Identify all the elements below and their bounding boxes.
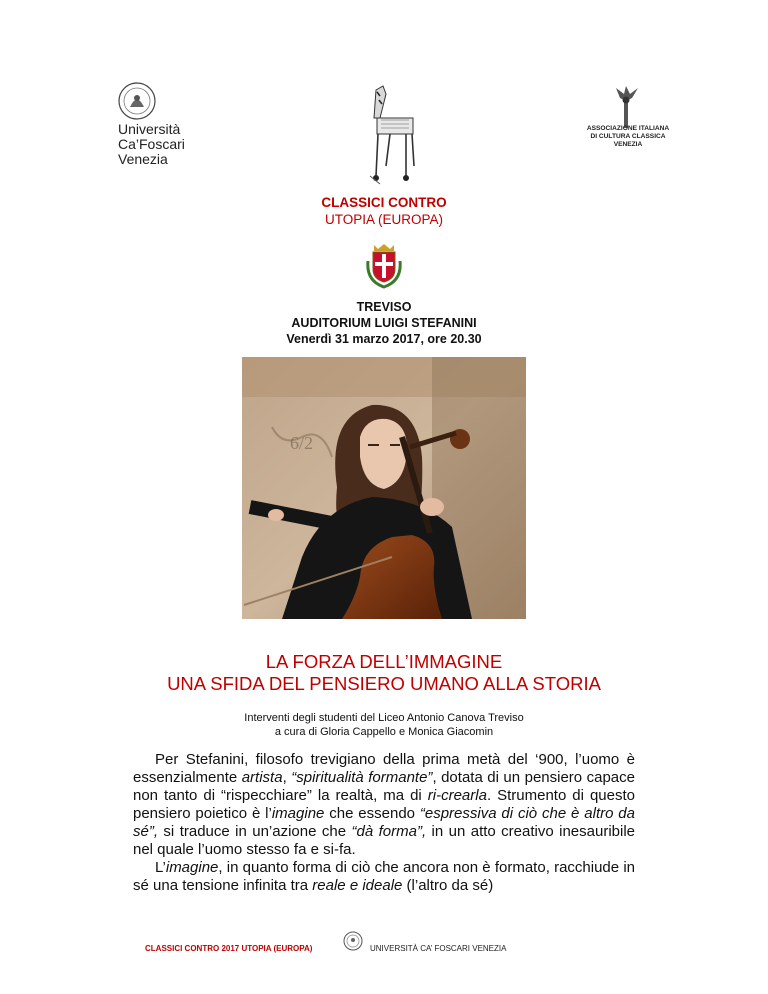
text-run: , in quanto forma di ciò che ancora non è formato, racchiude in sé una tensione infinita tra [133, 859, 635, 894]
svg-text:6/2: 6/2 [290, 433, 314, 453]
unive-wordmark [118, 122, 185, 167]
aicc-line: ASSOCIAZIONE ITALIANA [586, 125, 670, 132]
cellist-photo [242, 357, 526, 619]
paragraph [133, 859, 635, 895]
series-title: CLASSICI CONTRO [321, 195, 447, 210]
italic-run: reale e ideale [312, 877, 403, 894]
italic-run: “spiritualità formante” [291, 769, 433, 786]
italic-run: ri-crearla [427, 787, 487, 804]
series-subtitle: UTOPIA (EUROPA) [324, 212, 444, 227]
aicc-label [570, 125, 686, 149]
title-line: LA FORZA DELL’IMMAGINE [265, 651, 503, 672]
text-run: , dotata di un pensiero capace non tanto di “rispecchiare” la realtà, ma di [133, 769, 635, 804]
paragraph [133, 751, 635, 859]
treviso-coat-of-arms-icon [362, 241, 406, 289]
text-run: (l’altro da sé) [402, 877, 494, 894]
credits-line: Interventi degli studenti del Liceo Antonio Canova Treviso [244, 712, 524, 724]
italic-run: imagine [271, 805, 325, 822]
italic-run: imagine [165, 859, 219, 876]
footer-right-text: UNIVERSITÀ CA’ FOSCARI VENEZIA [370, 944, 507, 953]
footer-seal-icon [342, 930, 364, 952]
horse-sculpture-image [350, 84, 420, 194]
italic-run: artista [241, 769, 283, 786]
unive-line: Università [118, 121, 181, 137]
text-run: che essendo [324, 805, 420, 822]
credits [0, 711, 768, 739]
text-run: , [282, 769, 292, 786]
event-date: Venerdì 31 marzo 2017, ore 20.30 [286, 332, 482, 346]
body-text [133, 751, 635, 895]
aicc-line: VENEZIA [613, 141, 643, 148]
venue-block [0, 299, 768, 347]
title-line: UNA SFIDA DEL PENSIERO UMANO ALLA STORIA [167, 673, 601, 694]
city-name: TREVISO [356, 300, 412, 314]
text-run: in un atto creativo inesauribile nel quale l’uomo stesso fa e si-fa. [133, 823, 635, 858]
aicc-line: DI CULTURA CLASSICA [590, 133, 666, 140]
unive-line: Venezia [118, 151, 168, 167]
venue-name: AUDITORIUM LUIGI STEFANINI [291, 316, 477, 330]
footer-left-text: CLASSICI CONTRO 2017 UTOPIA (EUROPA) [145, 944, 313, 953]
text-run: Per Stefanini, filosofo trevigiano della prima metà del ‘900, l’uomo è essenzialmente [133, 751, 635, 786]
italic-run: “dà forma”, [351, 823, 427, 840]
text-run: L’ [155, 859, 166, 876]
italic-run: “espressiva di ciò che è altro da sé”, [133, 805, 635, 840]
unive-line: Ca’Foscari [118, 136, 185, 152]
text-run: . Strumento di questo pensiero poietico è l’ [133, 787, 635, 822]
series-heading [0, 194, 768, 228]
text-run: si traduce in un’azione che [158, 823, 352, 840]
credits-line: a cura di Gloria Cappello e Monica Giacomin [274, 726, 494, 738]
lecture-title [0, 651, 768, 695]
